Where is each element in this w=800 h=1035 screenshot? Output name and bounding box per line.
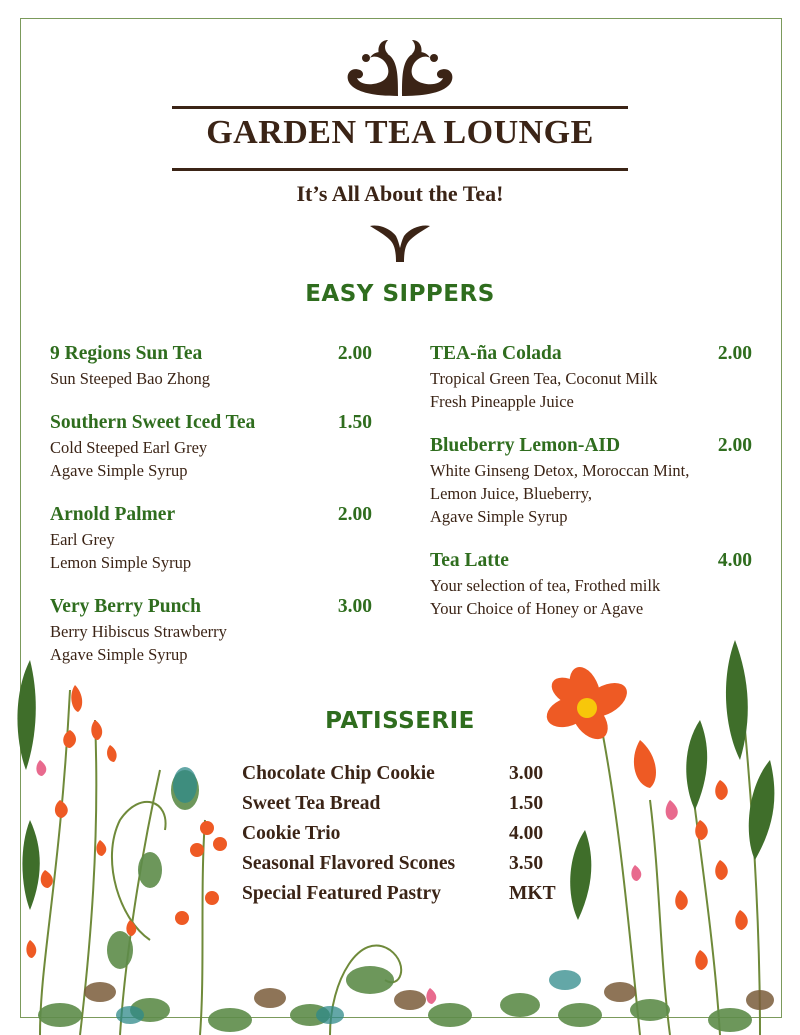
list-item — [242, 849, 572, 879]
item-description-line: Cold Steeped Earl Grey — [50, 438, 208, 457]
menu-item — [50, 412, 372, 482]
item-price: 2.00 — [337, 343, 372, 364]
list-item — [242, 819, 572, 849]
menu-item — [430, 343, 752, 413]
item-price: 2.00 — [337, 504, 372, 525]
list-item — [242, 759, 572, 789]
list-item — [242, 789, 572, 819]
patisserie-list — [242, 759, 572, 909]
top-flourish-icon — [340, 36, 460, 100]
list-item — [242, 879, 572, 909]
item-name: Arnold Palmer — [50, 504, 176, 525]
item-price: 2.00 — [717, 343, 752, 364]
item-description — [430, 367, 752, 413]
title-rule-bottom — [172, 168, 628, 171]
item-description-line: Lemon Juice, Blueberry, — [430, 484, 593, 503]
item-description-line: Lemon Simple Syrup — [50, 553, 192, 572]
pastry-price: MKT — [509, 883, 556, 904]
pastry-name: Sweet Tea Bread — [242, 793, 381, 814]
item-description-line: Your selection of tea, Frothed milk — [430, 576, 661, 595]
divider-flourish-icon — [368, 222, 432, 264]
page-title: GARDEN TEA LOUNGE — [206, 114, 594, 151]
pastry-price: 4.00 — [509, 823, 544, 844]
item-description-line: Fresh Pineapple Juice — [430, 392, 574, 411]
menu-item — [50, 343, 372, 390]
item-name: Southern Sweet Iced Tea — [50, 412, 256, 433]
item-description-line: Berry Hibiscus Strawberry — [50, 622, 227, 641]
item-name: Very Berry Punch — [50, 596, 201, 617]
menu-item — [50, 504, 372, 574]
pastry-price: 1.50 — [509, 793, 544, 814]
item-description — [50, 367, 372, 390]
item-description-line: Tropical Green Tea, Coconut Milk — [430, 369, 658, 388]
item-description-line: Sun Steeped Bao Zhong — [50, 369, 210, 388]
item-description — [50, 436, 372, 482]
item-description — [50, 528, 372, 574]
pastry-name: Chocolate Chip Cookie — [242, 763, 435, 784]
title-rule-top — [172, 106, 628, 109]
item-description-line: Agave Simple Syrup — [430, 507, 568, 526]
menu-item — [430, 550, 752, 620]
item-name: 9 Regions Sun Tea — [50, 343, 203, 364]
item-description — [430, 574, 752, 620]
patisserie-heading: PATISSERIE — [325, 708, 475, 734]
item-description-line: White Ginseng Detox, Moroccan Mint, — [430, 461, 690, 480]
item-description-line: Agave Simple Syrup — [50, 461, 188, 480]
item-price: 2.00 — [717, 435, 752, 456]
item-description-line: Earl Grey — [50, 530, 115, 549]
item-description-line: Agave Simple Syrup — [50, 645, 188, 664]
pastry-name: Special Featured Pastry — [242, 883, 441, 904]
item-description-line: Your Choice of Honey or Agave — [430, 599, 644, 618]
menu-item — [430, 435, 752, 528]
item-name: Tea Latte — [430, 550, 509, 571]
pastry-price: 3.00 — [509, 763, 544, 784]
item-price: 3.00 — [337, 596, 372, 617]
item-description — [430, 459, 752, 528]
pastry-price: 3.50 — [509, 853, 544, 874]
item-name: Blueberry Lemon-AID — [430, 435, 621, 456]
easy-sippers-heading: EASY SIPPERS — [305, 281, 495, 307]
pastry-name: Cookie Trio — [242, 823, 341, 844]
item-name: TEA-ña Colada — [430, 343, 562, 364]
pastry-name: Seasonal Flavored Scones — [242, 853, 456, 874]
tagline: It’s All About the Tea! — [296, 181, 504, 206]
item-price: 4.00 — [717, 550, 752, 571]
item-price: 1.50 — [337, 412, 372, 433]
